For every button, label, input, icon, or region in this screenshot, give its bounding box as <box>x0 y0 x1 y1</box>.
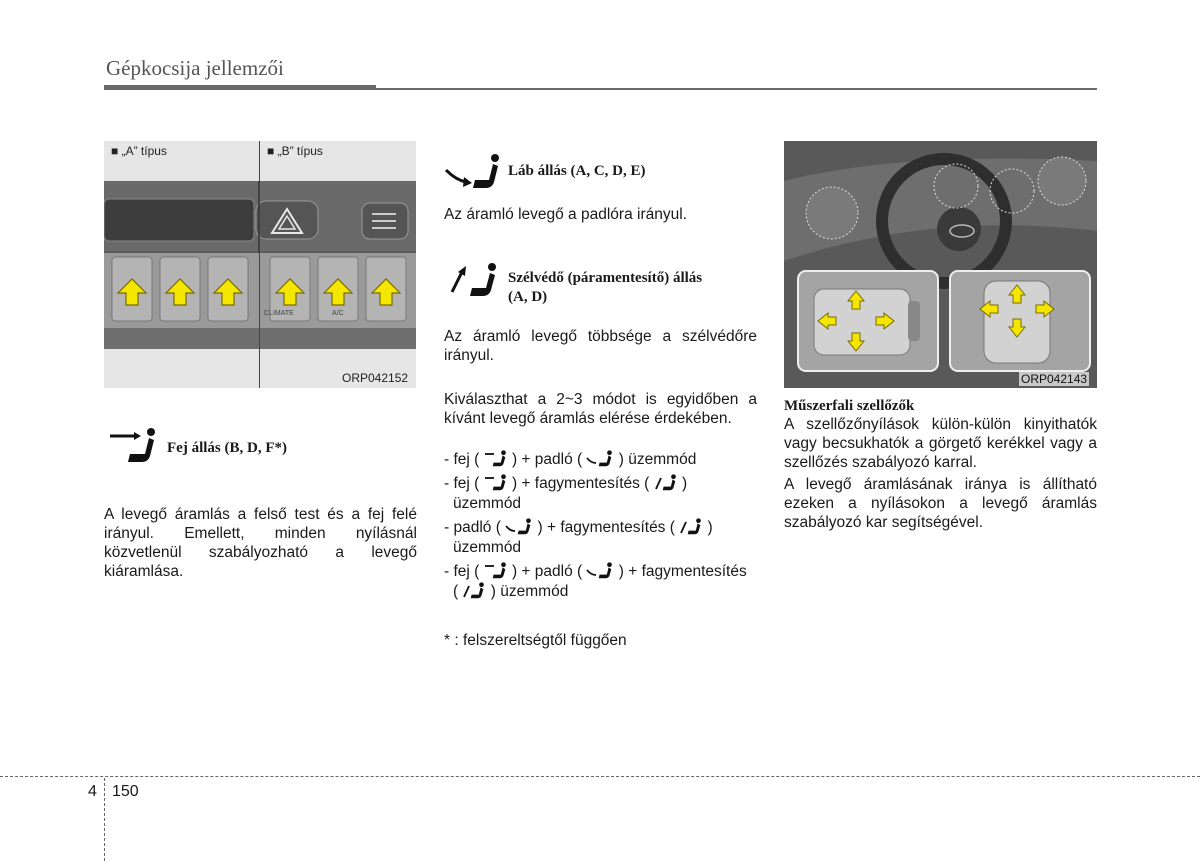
defrost-heading-line2: (A, D) <box>508 289 548 305</box>
header-bar <box>104 85 376 90</box>
vents-para-2: A levegő áramlásának iránya is állítható ezeken a nyílásokon a levegő áramlás szabályozó kar segítségével. <box>784 476 1097 531</box>
opt4-text-b: ) + padló ( <box>511 563 583 580</box>
figure1-divider <box>259 141 260 388</box>
page-number: 150 <box>112 783 139 800</box>
figure1-code: ORP042152 <box>342 371 409 385</box>
footnote: * : felszereltségtől függően <box>444 632 627 649</box>
opt3-text-b: ) + fagymentesítés ( <box>537 519 675 536</box>
face-icon <box>484 450 508 468</box>
defrost-icon <box>654 474 678 492</box>
combination-intro: Kiválaszthat a 2~3 módot is egyidőben a kívánt levegő áramlás elérése érdekében. <box>444 391 757 427</box>
opt3-text-c: ) <box>707 519 713 536</box>
defrost-heading-line1: Szélvédő (páramentesítő) állás <box>508 270 703 286</box>
opt1-text-c: ) üzemmód <box>618 451 697 468</box>
climate-panel-illustration <box>104 181 416 349</box>
ac-text: A/C <box>332 310 344 317</box>
climate-text: CLIMATE <box>264 310 294 317</box>
opt2-text-c: ) <box>681 475 688 492</box>
floor-icon <box>505 518 533 536</box>
floor-mode-description: Az áramló levegő a padlóra irányul. <box>444 206 687 223</box>
opt1-text-b: ) + padló ( <box>511 451 583 468</box>
opt4-text-e: ) üzemmód <box>490 583 569 600</box>
face-mode-description: A levegő áramlás a felső test és a fej felé irányul. Emellett, minden nyílásnál közvetlenül szabályozható a levegő kiáramlása. <box>104 506 417 580</box>
footer-dashed-rule <box>0 776 1200 777</box>
opt4-text-a: - fej ( <box>444 563 480 580</box>
defrost-face-icon <box>448 262 502 303</box>
type-a-label: ■ „A” típus <box>111 144 167 158</box>
defrost-icon <box>679 518 703 536</box>
option-face-floor <box>444 450 696 469</box>
header-rule <box>376 88 1097 90</box>
option-face-floor-defrost-cont <box>444 582 568 601</box>
option-floor-defrost-cont: üzemmód <box>453 539 522 556</box>
option-face-floor-defrost <box>444 562 747 581</box>
opt4-text-c: ) + fagymentesítés <box>618 563 747 580</box>
face-mode-heading: Fej állás (B, D, F*) <box>167 440 287 456</box>
vents-para-1: A szellőzőnyílások külön-külön kinyithatók vagy becsukhatók a görgető kerékkel vagy a szellőzés szabályozó karral. <box>784 416 1097 471</box>
floor-icon <box>586 562 614 580</box>
face-icon <box>484 562 508 580</box>
floor-mode-icon <box>444 152 504 197</box>
page-header-title: Gépkocsija jellemzői <box>106 56 284 80</box>
opt2-text-a: - fej ( <box>444 475 480 492</box>
climate-panel-figure <box>104 141 416 388</box>
floor-mode-heading: Láb állás (A, C, D, E) <box>508 163 646 179</box>
face-icon <box>484 474 508 492</box>
floor-icon <box>586 450 614 468</box>
face-mode-icon <box>108 426 160 471</box>
dashboard-vents-figure <box>784 141 1097 388</box>
defrost-description: Az áramló levegő többsége a szélvédőre irányul. <box>444 328 757 364</box>
dashboard-illustration <box>784 141 1097 388</box>
figure3-code: ORP042143 <box>1021 372 1088 386</box>
opt1-text-a: - fej ( <box>444 451 480 468</box>
defrost-icon <box>462 582 486 600</box>
option-face-defrost <box>444 474 687 493</box>
opt4-text-d: ( <box>453 583 459 600</box>
option-floor-defrost <box>444 518 713 537</box>
opt2-text-b: ) + fagymentesítés ( <box>511 475 650 492</box>
opt3-text-a: - padló ( <box>444 519 501 536</box>
option-face-defrost-cont: üzemmód <box>453 495 522 512</box>
type-b-label: ■ „B” típus <box>267 144 323 158</box>
vents-heading: Műszerfali szellőzők <box>784 398 915 414</box>
footer-vertical-rule <box>104 778 105 861</box>
chapter-number: 4 <box>88 783 97 800</box>
